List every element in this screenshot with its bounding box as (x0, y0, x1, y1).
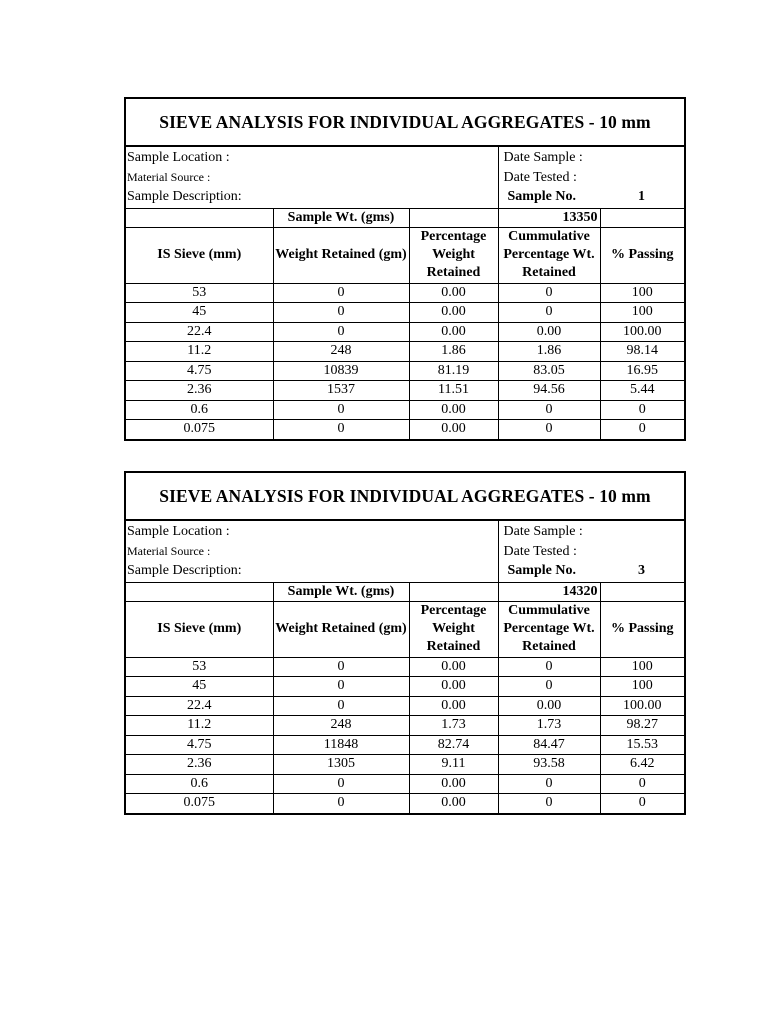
sample-info-block (125, 146, 498, 208)
col-header-cumulative: Cummulative Percentage Wt. Retained (498, 227, 600, 283)
weight-retained-cell: 0 (273, 794, 409, 814)
sample-wt-value: 13350 (498, 208, 600, 227)
weight-retained-cell: 0 (273, 774, 409, 794)
material-source-label: Material Source : (127, 169, 211, 184)
col-header-passing: % Passing (600, 601, 685, 657)
table-row (125, 677, 685, 697)
sieve-table (124, 471, 686, 815)
sieve-size-cell: 2.36 (125, 755, 273, 775)
sample-no-value: 1 (638, 189, 645, 204)
sample-no-label: Sample No. (507, 189, 576, 204)
cumulative-percentage-cell: 0 (498, 794, 600, 814)
cumulative-percentage-cell: 0 (498, 677, 600, 697)
percent-passing-cell: 98.27 (600, 716, 685, 736)
sieve-size-cell: 0.075 (125, 420, 273, 440)
cumulative-percentage-cell: 0 (498, 283, 600, 303)
table-row (125, 420, 685, 440)
col-header-passing: % Passing (600, 227, 685, 283)
sample-no-line (504, 187, 680, 207)
table-row (125, 361, 685, 381)
sieve-size-cell: 11.2 (125, 342, 273, 362)
sieve-analysis-sheet-2 (124, 471, 684, 815)
percent-passing-cell: 5.44 (600, 381, 685, 401)
percentage-weight-cell: 1.86 (409, 342, 498, 362)
sieve-size-cell: 0.075 (125, 794, 273, 814)
percentage-weight-cell: 0.00 (409, 400, 498, 420)
cumulative-percentage-cell: 0 (498, 400, 600, 420)
date-tested-label: Date Tested : (503, 543, 577, 559)
col-header-weight-retained: Weight Retained (gm) (273, 227, 409, 283)
percentage-weight-cell: 0.00 (409, 677, 498, 697)
cumulative-percentage-cell: 1.73 (498, 716, 600, 736)
weight-retained-cell: 0 (273, 420, 409, 440)
percent-passing-cell: 100 (600, 657, 685, 677)
sieve-size-cell: 4.75 (125, 361, 273, 381)
weight-retained-cell: 0 (273, 677, 409, 697)
sample-description-label: Sample Description: (127, 189, 242, 204)
sieve-size-cell: 11.2 (125, 716, 273, 736)
cumulative-percentage-cell: 84.47 (498, 735, 600, 755)
col-header-percentage-weight: Percentage Weight Retained (409, 601, 498, 657)
weight-retained-cell: 0 (273, 283, 409, 303)
sieve-size-cell: 0.6 (125, 400, 273, 420)
percentage-weight-cell: 0.00 (409, 283, 498, 303)
percent-passing-cell: 100.00 (600, 696, 685, 716)
sieve-size-cell: 53 (125, 657, 273, 677)
percentage-weight-cell: 0.00 (409, 322, 498, 342)
weight-retained-cell: 248 (273, 342, 409, 362)
cumulative-percentage-cell: 0 (498, 303, 600, 323)
date-tested-label: Date Tested : (503, 169, 577, 185)
date-info-block (498, 520, 685, 582)
sieve-table (124, 97, 686, 441)
percent-passing-cell: 0 (600, 420, 685, 440)
date-sample-label: Date Sample : (503, 150, 583, 165)
blank-cell (125, 208, 273, 227)
table-row (125, 381, 685, 401)
table-row (125, 774, 685, 794)
blank-cell (409, 208, 498, 227)
cumulative-percentage-cell: 83.05 (498, 361, 600, 381)
percentage-weight-cell: 1.73 (409, 716, 498, 736)
percentage-weight-cell: 11.51 (409, 381, 498, 401)
weight-retained-cell: 11848 (273, 735, 409, 755)
sample-wt-value: 14320 (498, 582, 600, 601)
header-row (125, 601, 685, 657)
sieve-size-cell: 22.4 (125, 322, 273, 342)
percentage-weight-cell: 0.00 (409, 657, 498, 677)
percent-passing-cell: 0 (600, 794, 685, 814)
cumulative-percentage-cell: 94.56 (498, 381, 600, 401)
sieve-size-cell: 0.6 (125, 774, 273, 794)
table-row (125, 303, 685, 323)
cumulative-percentage-cell: 0 (498, 420, 600, 440)
percent-passing-cell: 100 (600, 677, 685, 697)
blank-cell (600, 582, 685, 601)
blank-cell (125, 582, 273, 601)
col-header-sieve: IS Sieve (mm) (125, 601, 273, 657)
percentage-weight-cell: 0.00 (409, 794, 498, 814)
table-row (125, 794, 685, 814)
sieve-size-cell: 22.4 (125, 696, 273, 716)
weight-retained-cell: 10839 (273, 361, 409, 381)
weight-retained-cell: 0 (273, 322, 409, 342)
percentage-weight-cell: 82.74 (409, 735, 498, 755)
cumulative-percentage-cell: 1.86 (498, 342, 600, 362)
percent-passing-cell: 15.53 (600, 735, 685, 755)
weight-retained-cell: 0 (273, 696, 409, 716)
percent-passing-cell: 100 (600, 283, 685, 303)
percentage-weight-cell: 9.11 (409, 755, 498, 775)
percent-passing-cell: 98.14 (600, 342, 685, 362)
sieve-size-cell: 4.75 (125, 735, 273, 755)
table-row (125, 735, 685, 755)
cumulative-percentage-cell: 0 (498, 774, 600, 794)
date-sample-label: Date Sample : (503, 524, 583, 539)
weight-retained-cell: 0 (273, 657, 409, 677)
table-row (125, 283, 685, 303)
blank-cell (600, 208, 685, 227)
table-row (125, 716, 685, 736)
table-row (125, 342, 685, 362)
percent-passing-cell: 100 (600, 303, 685, 323)
table-row (125, 322, 685, 342)
col-header-weight-retained: Weight Retained (gm) (273, 601, 409, 657)
weight-retained-cell: 0 (273, 400, 409, 420)
cumulative-percentage-cell: 0.00 (498, 696, 600, 716)
col-header-percentage-weight: Percentage Weight Retained (409, 227, 498, 283)
sieve-size-cell: 45 (125, 303, 273, 323)
cumulative-percentage-cell: 0.00 (498, 322, 600, 342)
cumulative-percentage-cell: 0 (498, 657, 600, 677)
table-row (125, 696, 685, 716)
sheet-title: SIEVE ANALYSIS FOR INDIVIDUAL AGGREGATES - 10 mm (125, 98, 685, 146)
sample-no-value: 3 (638, 563, 645, 578)
col-header-sieve: IS Sieve (mm) (125, 227, 273, 283)
percent-passing-cell: 0 (600, 774, 685, 794)
sample-wt-label: Sample Wt. (gms) (273, 582, 409, 601)
sieve-size-cell: 2.36 (125, 381, 273, 401)
material-source-label: Material Source : (127, 543, 211, 558)
percent-passing-cell: 6.42 (600, 755, 685, 775)
sieve-analysis-sheet-1 (124, 97, 684, 441)
percentage-weight-cell: 0.00 (409, 696, 498, 716)
weight-retained-cell: 1537 (273, 381, 409, 401)
weight-retained-cell: 248 (273, 716, 409, 736)
sample-no-label: Sample No. (507, 563, 576, 578)
percentage-weight-cell: 0.00 (409, 303, 498, 323)
sample-info-block (125, 520, 498, 582)
table-row (125, 755, 685, 775)
percentage-weight-cell: 0.00 (409, 420, 498, 440)
percent-passing-cell: 16.95 (600, 361, 685, 381)
date-info-block (498, 146, 685, 208)
weight-retained-cell: 0 (273, 303, 409, 323)
blank-cell (409, 582, 498, 601)
percent-passing-cell: 0 (600, 400, 685, 420)
table-row (125, 657, 685, 677)
header-row (125, 227, 685, 283)
sieve-size-cell: 53 (125, 283, 273, 303)
table-row (125, 400, 685, 420)
sample-description-label: Sample Description: (127, 563, 242, 578)
sample-wt-label: Sample Wt. (gms) (273, 208, 409, 227)
percentage-weight-cell: 0.00 (409, 774, 498, 794)
percent-passing-cell: 100.00 (600, 322, 685, 342)
sample-location-label: Sample Location : (127, 524, 230, 539)
sample-location-label: Sample Location : (127, 150, 230, 165)
sheet-title: SIEVE ANALYSIS FOR INDIVIDUAL AGGREGATES - 10 mm (125, 472, 685, 520)
cumulative-percentage-cell: 93.58 (498, 755, 600, 775)
sieve-size-cell: 45 (125, 677, 273, 697)
col-header-cumulative: Cummulative Percentage Wt. Retained (498, 601, 600, 657)
percentage-weight-cell: 81.19 (409, 361, 498, 381)
sample-no-line (504, 561, 680, 581)
weight-retained-cell: 1305 (273, 755, 409, 775)
